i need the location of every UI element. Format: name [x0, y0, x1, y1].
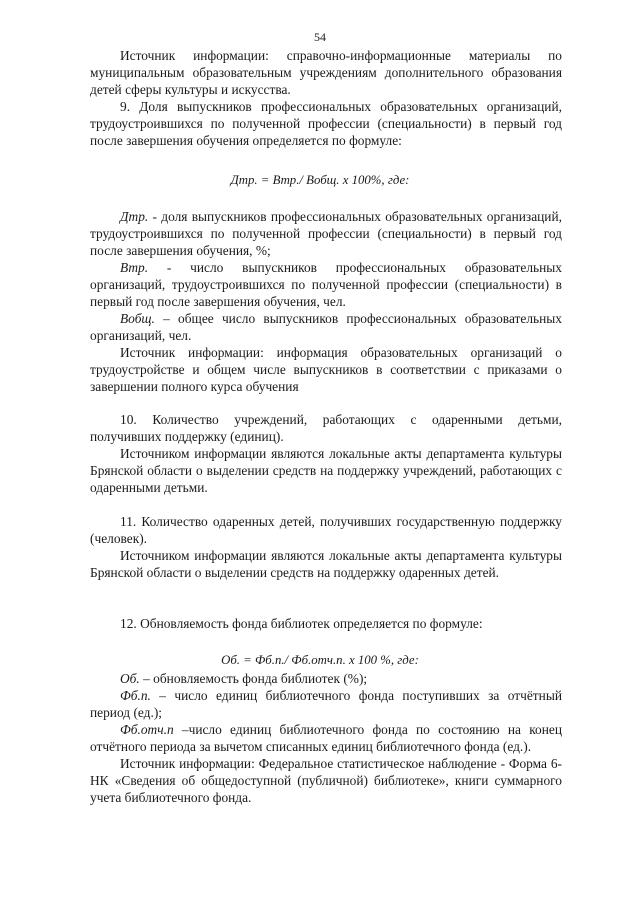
definition-vobsh	[90, 310, 562, 344]
item-11-source: Источником информации являются локальные акты департамента культуры Брянской области о выделении средств на поддержку одаренных детей.	[90, 548, 562, 580]
source-paragraph: Источник информации: справочно-информационные материалы по муниципальным образовательным учреждениям дополнительного образования детей сферы культуры и искусства.	[90, 48, 562, 97]
definition-text: – общее число выпускников профессиональных образовательных организаций, чел.	[90, 311, 562, 343]
item-12: 12. Обновляемость фонда библиотек определяется по формуле:	[120, 616, 483, 631]
item-11: 11. Количество одаренных детей, получивших государственную поддержку (человек).	[90, 514, 562, 546]
definition-vtr	[90, 259, 562, 310]
definition-dtr	[90, 208, 562, 259]
item-10: 10. Количество учреждений, работающих с одаренными детьми, получивших поддержку (единиц).	[90, 412, 562, 444]
definition-term: Вобщ.	[120, 311, 155, 326]
item-10-source: Источником информации являются локальные акты департамента культуры Брянской области о выделении средств на поддержку учреждений, работающих с одаренными детьми.	[90, 446, 562, 495]
item-9-intro: 9. Доля выпускников профессиональных образовательных организаций, трудоустроившихся по полученной профессии (специальности) в первый год после завершения обучения определяется по формуле:	[90, 99, 562, 148]
definition-text: – число единиц библиотечного фонда поступивших за отчётный период (ед.);	[90, 688, 562, 720]
source-paragraph: Источник информации: Федеральное статистическое наблюдение - Форма 6-НК «Сведения об общедоступной (публичной) библиотеке», книги суммарного учета библиотечного фонда.	[90, 756, 562, 805]
definition-text: – обновляемость фонда библиотек (%);	[139, 671, 368, 686]
formula-dtr: Дтр. = Втр./ Вобщ. х 100%, где:	[230, 173, 410, 187]
definition-term: Об.	[120, 671, 140, 686]
definition-fbp	[90, 687, 562, 721]
definition-term: Дтр.	[120, 209, 149, 224]
definition-fbotchp	[90, 721, 562, 755]
definition-text: - доля выпускников профессиональных образовательных организаций, трудоустроившихся по полученной профессии (специальности) в первый год после завершения обучения, %;	[90, 209, 562, 258]
definition-term: Втр.	[120, 260, 149, 275]
definition-term: Фб.п.	[120, 688, 151, 703]
definition-text: –число единиц библиотечного фонда по состоянию на конец отчётного периода за вычетом списанных единиц библиотечного фонда (ед.).	[90, 722, 562, 754]
definition-ob	[90, 670, 562, 687]
source-paragraph: Источник информации: информация образовательных организаций о трудоустройстве и общем числе выпускников в соответствии с приказами о завершении полного курса обучения	[90, 345, 562, 394]
definition-term: Фб.отч.п	[120, 722, 174, 737]
definition-text: - число выпускников профессиональных образовательных организаций, трудоустроившихся по полученной профессии (специальности) в первый год после завершения обучения, чел.	[90, 260, 562, 309]
formula-ob: Об. = Фб.п./ Фб.отч.п. х 100 %, где:	[221, 653, 419, 667]
page-number: 54	[314, 30, 326, 44]
